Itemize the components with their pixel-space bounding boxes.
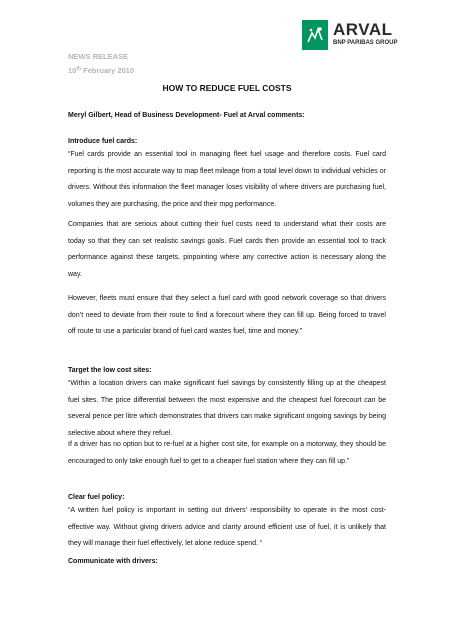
logo-subtitle: BNP PARIBAS GROUP [333,40,398,46]
section-paragraph: “Fuel cards provide an essential tool in managing fleet fuel usage and therefore costs. Fuel card reporting is the most accurate way to map fleet mileage from a total level down to individual vehicles or drivers. Without this information the fleet manager loses visibility of where drivers are purchasing fuel, volumes they are purchasing, the price and their mpg performance. [68,151,386,208]
date-rest: February 2010 [81,66,135,75]
date-suffix: th [76,66,82,72]
date-day: 10 [68,66,77,75]
section-fuel-cards-p3 [68,291,386,341]
section-fuel-cards [68,137,386,213]
section-fuel-cards-p2 [68,217,386,283]
section-fuel-policy [68,493,386,553]
section-paragraph: However, fleets must ensure that they select a fuel card with good network coverage so that drivers don’t need to deviate from their route to find a forecourt where they can fill up. Being forced to travel off route to use a particular brand of fuel card wastes fuel, time and money.” [68,295,386,336]
section-heading: Target the low cost sites: [68,367,152,374]
section-communicate-drivers [68,557,386,567]
section-low-cost-sites [68,366,386,442]
section-heading: Communicate with drivers: [68,558,158,565]
news-release-label: NEWS RELEASE [68,52,129,61]
section-low-cost-sites-p2 [68,437,386,470]
arval-bird-logo-icon [302,20,328,50]
release-date [68,66,134,75]
page-title: HOW TO REDUCE FUEL COSTS [162,83,292,93]
section-paragraph: If a driver has no option but to re-fuel at a higher cost site, for example on a motorway, they should be encouraged to only take enough fuel to get to a cheaper fuel station where they can fill up.” [68,441,386,465]
byline: Meryl Gilbert, Head of Business Development- Fuel at Arval comments: [68,112,305,119]
section-heading: Introduce fuel cards: [68,138,138,145]
section-heading: Clear fuel policy: [68,494,125,501]
arval-logo [302,20,442,50]
section-paragraph: “Within a location drivers can make significant fuel savings by consistently filling up at the cheapest fuel sites. The price differential between the most expensive and the cheapest fuel forecourt can be several pence per litre which demonstrates that drivers can make significant ongoing savings by being selective about where they refuel. [68,380,386,437]
section-paragraph: Companies that are serious about cutting their fuel costs need to understand what their costs are today so that they can set realistic savings goals. Fuel cards then provide an essential tool to track performance against these targets, pinpointing where any corrective action is necessary along the way. [68,221,386,278]
section-paragraph: “A written fuel policy is important in setting out drivers’ responsibility to operate in the most cost-effective way. Without giving drivers advice and clarity around efficient use of fuel, it is unlikely that they will manage their fuel effectively, let alone reduce spend. “ [68,507,386,548]
logo-brand-text: ARVAL [333,20,393,39]
